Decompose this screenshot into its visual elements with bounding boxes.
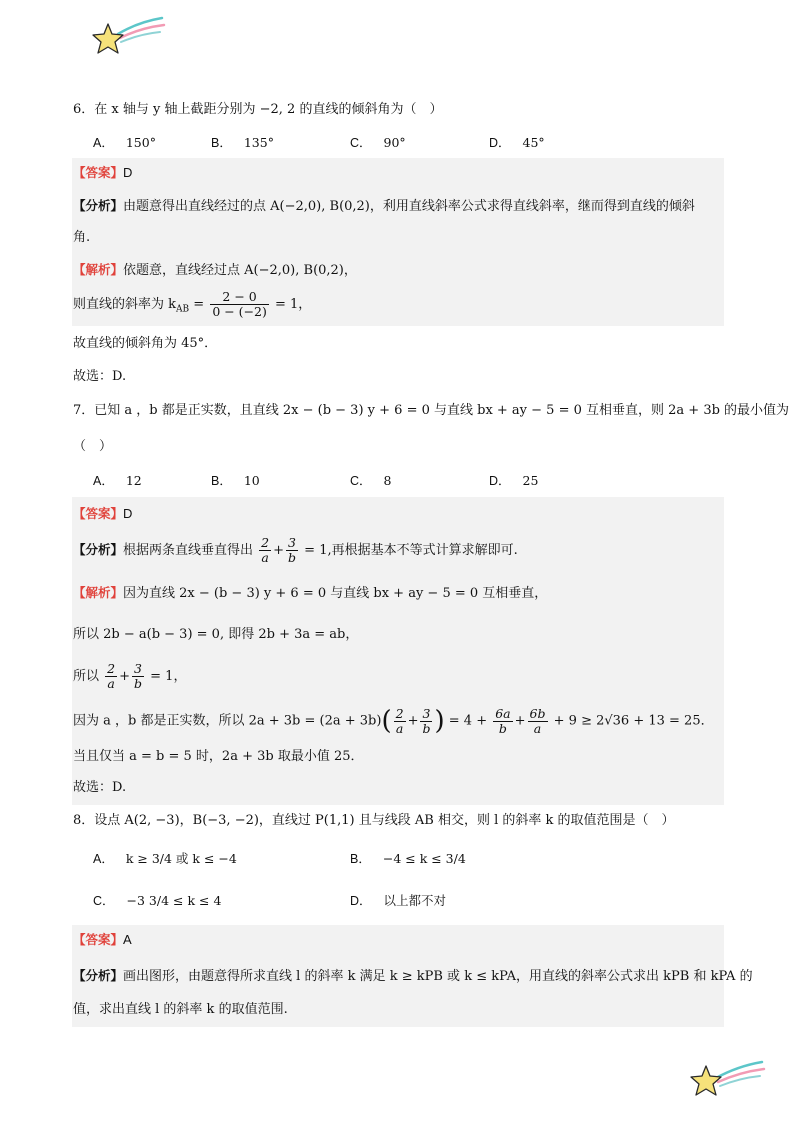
q8-analysis-cont: 值，求出直线 l 的斜率 k 的取值范围.: [73, 1002, 288, 1017]
q7-option-c: C． 8: [350, 473, 392, 488]
q6-answer: 【答案】D: [73, 165, 133, 180]
q8-answer: 【答案】A: [73, 932, 132, 947]
q7-choice: 故选：D.: [73, 780, 127, 795]
q8-analysis: 【分析】画出图形，由题意得所求直线 l 的斜率 k 满足 k ≥ kPB 或 k ≤ kPA，用直线的斜率公式求出 kPB 和 kPA 的: [73, 968, 753, 984]
shooting-star-icon-bottom: [686, 1056, 766, 1100]
q6-stem: 6．在 x 轴与 y 轴上截距分别为 −2, 2 的直线的倾斜角为（ ）: [73, 102, 443, 117]
q7-option-d: D． 25: [489, 473, 539, 488]
q6-analysis-cont: 角.: [73, 230, 91, 245]
q6-analysis: 【分析】由题意得出直线经过的点 A(−2,0), B(0,2)，利用直线斜率公式求得直线斜率，继而得到直线的倾斜: [73, 198, 695, 214]
q7-solution-step3: 所以 $\frac{2}{a}$ + $\frac{3}{b}$ = 1，: [73, 661, 187, 691]
q7-stem: 7．已知 a ，b 都是正实数，且直线 2x − (b − 3) y + 6 = 0 与直线 bx + ay − 5 = 0 互相垂直，则 2a + 3b 的最小值为: [73, 403, 790, 418]
q6-choice: 故选：D.: [73, 369, 127, 384]
q8-option-d: D． 以上都不对: [350, 893, 447, 908]
q6-option-a: A． 150°: [93, 135, 156, 150]
q6-option-d: D． 45°: [489, 135, 545, 150]
q8-option-b: B． −4 ≤ k ≤ 3/4: [350, 851, 466, 866]
q7-solution-step5: 当且仅当 a = b = 5 时，2a + 3b 取最小值 25．: [73, 749, 364, 764]
q7-solution: 【解析】因为直线 2x − (b − 3) y + 6 = 0 与直线 bx + ay − 5 = 0 互相垂直，: [73, 585, 548, 601]
q6-conclusion: 故直线的倾斜角为 45°．: [73, 336, 218, 351]
q6-solution: 【解析】依题意，直线经过点 A(−2,0), B(0,2)，: [73, 262, 357, 278]
q8-stem: 8．设点 A(2, −3)，B(−3, −2)，直线过 P(1,1) 且与线段 AB 相交，则 l 的斜率 k 的取值范围是（ ）: [73, 813, 675, 828]
q8-option-c: C． −3 3/4 ≤ k ≤ 4: [93, 893, 222, 908]
q7-answer: 【答案】D: [73, 506, 133, 521]
shooting-star-icon: [88, 14, 166, 58]
q7-stem-paren: （ ）: [73, 439, 113, 454]
q8-option-a: A． k ≥ 3/4 或 k ≤ −4: [93, 851, 237, 866]
q7-option-b: B． 10: [211, 473, 260, 488]
q6-option-b: B． 135°: [211, 135, 274, 150]
q6-option-c: C． 90°: [350, 135, 406, 150]
q7-solution-step2: 所以 2b − a(b − 3) = 0, 即得 2b + 3a = ab，: [73, 627, 359, 642]
q7-option-a: A． 12: [93, 473, 142, 488]
q7-analysis: 【分析】根据两条直线垂直得出 $\frac{2}{a}$ + $\frac{3}{b}$ = 1,再根据基本不等式计算求解即可.: [73, 535, 518, 565]
q6-slope-line: 则直线的斜率为 $k_{AB}$ = $\frac{2 - 0}{0 - (-2)}$ = 1，: [73, 289, 312, 319]
q7-solution-step4: 因为 a ，b 都是正实数，所以 2a + 3b = (2a + 3b)( $\frac{2}{a}$ + $\frac{3}{b}$ ) = 4 + $\frac{6a}{b}$ + $\frac{6b}{a}$ + 9 ≥ 2√36 + 13 = 25．: [73, 705, 714, 736]
